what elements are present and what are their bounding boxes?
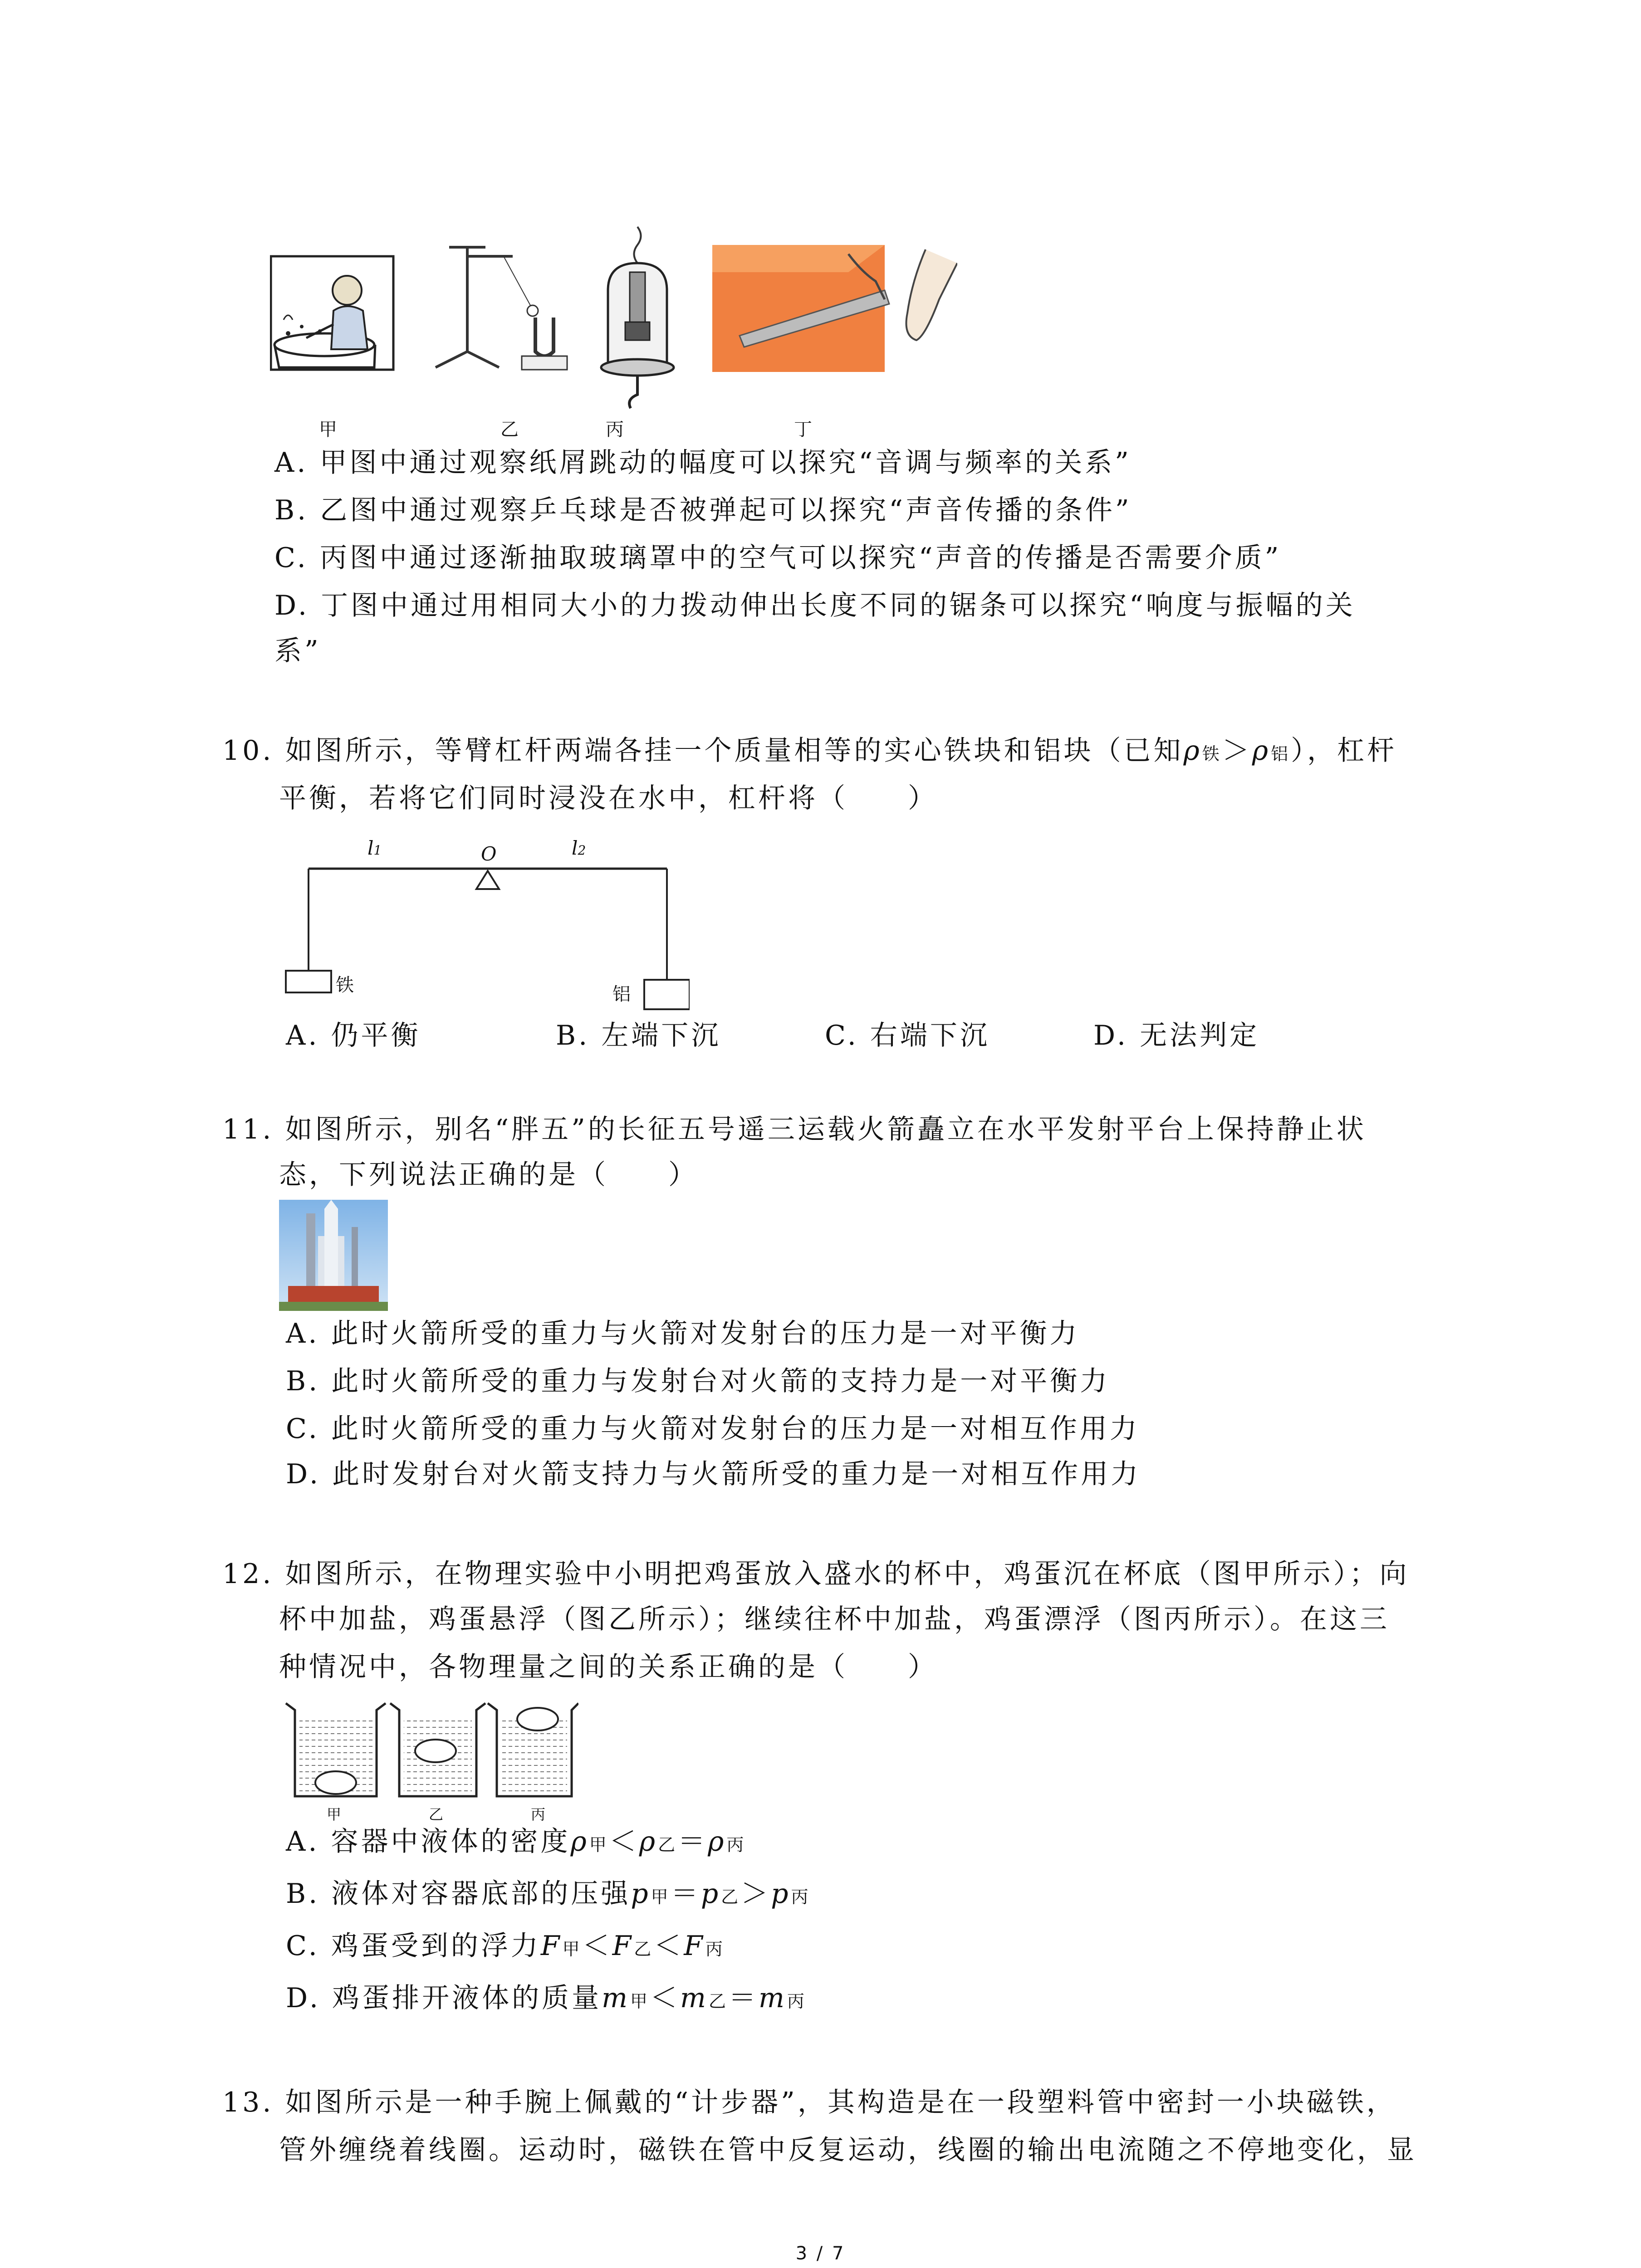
beaker-yi: [390, 1703, 485, 1796]
beaker-jia: [286, 1703, 386, 1796]
q12-label-jia: 甲: [327, 1806, 342, 1823]
q12-beakers-figure: [279, 1699, 578, 1803]
q10-label-o: O: [481, 843, 497, 865]
q10-label-l1: l1: [367, 837, 382, 859]
q13-stem-line2: 管外缠绕着线圈。运动时，磁铁在管中反复运动，线圈的输出电流随之不停地变化，显: [279, 2134, 1417, 2166]
q9-figure-bing: [599, 222, 676, 413]
q10-option-b: B. 左端下沉: [556, 1020, 721, 1051]
q12-stem-line3: 种情况中，各物理量之间的关系正确的是（ ）: [279, 1651, 938, 1683]
q9-label-yi: 乙: [500, 419, 519, 440]
q11-option-b: B. 此时火箭所受的重力与发射台对火箭的支持力是一对平衡力: [286, 1365, 1110, 1397]
q11-option-c: C. 此时火箭所受的重力与火箭对发射台的压力是一对相互作用力: [286, 1413, 1140, 1445]
q9-label-ding: 丁: [794, 419, 812, 440]
q12-option-a: A. 容器中液体的密度ρ甲＜ρ乙＝ρ丙: [286, 1826, 747, 1857]
q9-label-jia: 甲: [319, 419, 337, 440]
q10-stem-line1: 10. 如图所示，等臂杠杆两端各挂一个质量相等的实心铁块和铝块（已知ρ铁＞ρ铝），杠杆: [222, 735, 1397, 767]
q12-option-d: D. 鸡蛋排开液体的质量m甲＜m乙＝m丙: [286, 1982, 807, 2014]
q9-option-c: C. 丙图中通过逐渐抽取玻璃罩中的空气可以探究“声音的传播是否需要介质”: [274, 542, 1282, 574]
q9-figure-jia: [270, 247, 402, 379]
q12-label-bing: 丙: [531, 1806, 546, 1823]
q9-option-b: B. 乙图中通过观察乒乓球是否被弹起可以探究“声音传播的条件”: [274, 494, 1132, 526]
q11-rocket-image: [279, 1200, 388, 1311]
q10-option-d: D. 无法判定: [1093, 1020, 1260, 1051]
q13-stem-line1: 13. 如图所示是一种手腕上佩戴的“计步器”，其构造是在一段塑料管中密封一小块磁铁，: [222, 2087, 1396, 2118]
q9-figure-ding: [712, 245, 957, 372]
q10-stem-line2: 平衡，若将它们同时浸没在水中，杠杆将（ ）: [279, 782, 938, 814]
page-number: 3 / 7: [795, 2243, 846, 2264]
q10-label-iron: 铁: [336, 975, 354, 996]
q12-option-b: B. 液体对容器底部的压强p甲＝p乙＞p丙: [286, 1878, 811, 1910]
q10-option-a: A. 仍平衡: [286, 1020, 421, 1051]
q12-stem-line1: 12. 如图所示，在物理实验中小明把鸡蛋放入盛水的杯中，鸡蛋沉在杯底（图甲所示）；向: [222, 1558, 1410, 1590]
q9-option-a: A. 甲图中通过观察纸屑跳动的幅度可以探究“音调与频率的关系”: [274, 447, 1132, 479]
q10-option-c: C. 右端下沉: [825, 1020, 990, 1051]
q12-stem-line2: 杯中加盐，鸡蛋悬浮（图乙所示）；继续往杯中加盐，鸡蛋漂浮（图丙所示）。在这三: [279, 1603, 1390, 1635]
q9-label-bing: 丙: [606, 419, 624, 440]
q9-figure-yi: [422, 238, 572, 379]
q9-option-d-cont: 系”: [274, 635, 321, 667]
q11-option-d: D. 此时发射台对火箭支持力与火箭所受的重力是一对相互作用力: [286, 1458, 1141, 1490]
q11-option-a: A. 此时火箭所受的重力与火箭对发射台的压力是一对平衡力: [286, 1318, 1080, 1349]
q11-stem-line1: 11. 如图所示，别名“胖五”的长征五号遥三运载火箭矗立在水平发射平台上保持静止状: [222, 1114, 1367, 1145]
q12-label-yi: 乙: [429, 1806, 444, 1823]
q10-label-l2: l2: [572, 837, 586, 859]
q9-option-d: D. 丁图中通过用相同大小的力拨动伸出长度不同的锯条可以探究“响度与振幅的关: [274, 590, 1356, 621]
q11-stem-line2: 态，下列说法正确的是（ ）: [279, 1159, 698, 1191]
q10-label-al: 铝: [612, 984, 631, 1005]
q12-option-c: C. 鸡蛋受到的浮力F甲＜F乙＜F丙: [286, 1930, 725, 1962]
beaker-bing: [488, 1703, 578, 1796]
